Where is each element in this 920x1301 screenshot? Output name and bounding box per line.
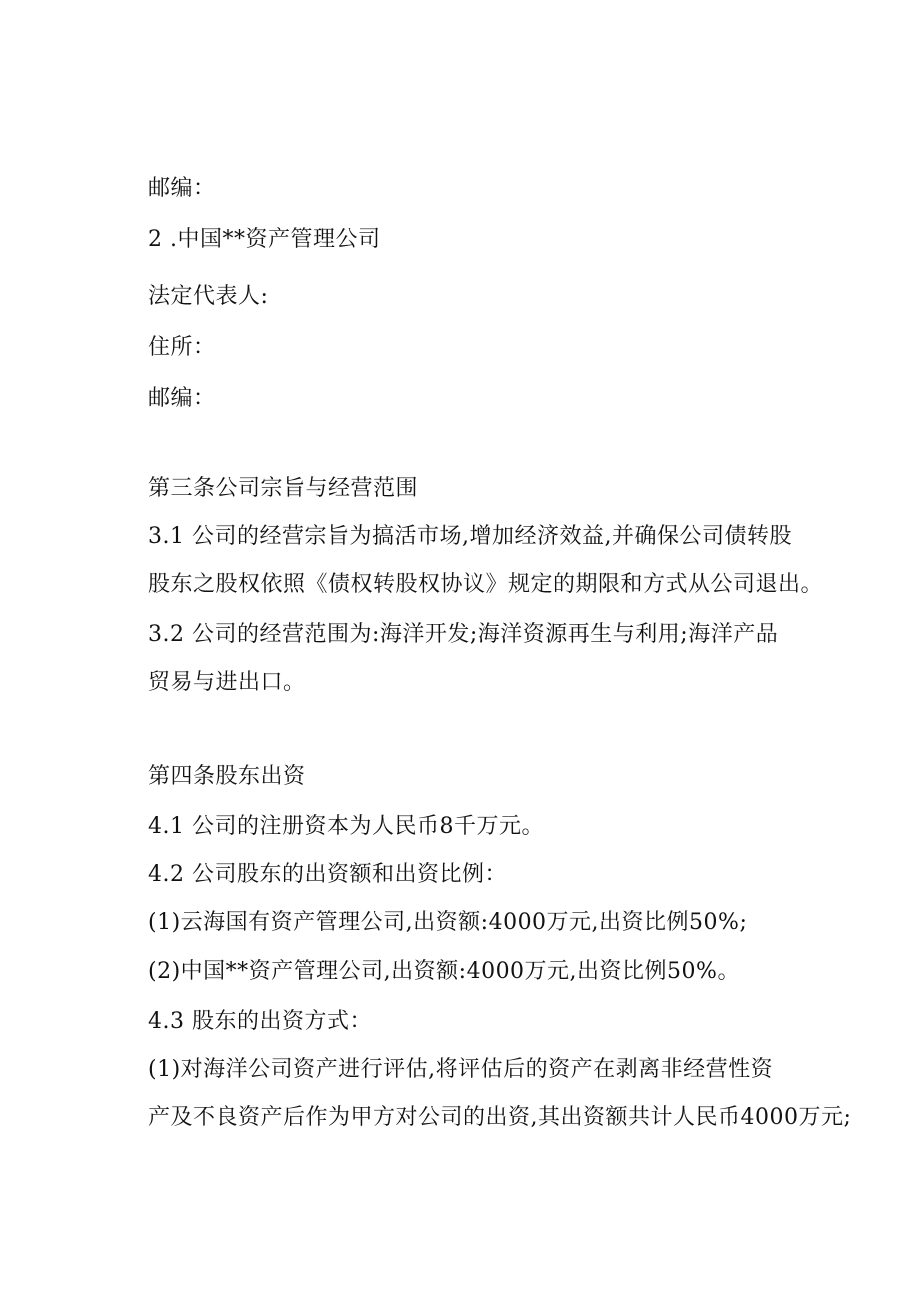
- legal-representative-label: 法定代表人:: [148, 284, 269, 309]
- clause-4-1: 4.1 公司的注册资本为人民币8千万元。: [148, 814, 544, 839]
- method-item-1-line-2: 产及不良资产后作为甲方对公司的出资,其出资额共计人民币4000万元;: [148, 1105, 852, 1130]
- clause-3-1-line-1: 3.1 公司的经营宗旨为搞活市场,增加经济效益,并确保公司债转股: [148, 524, 792, 549]
- method-item-1-line-1: (1)对海洋公司资产进行评估,将评估后的资产在剥离非经营性资: [148, 1057, 774, 1082]
- contribution-item-2: (2)中国**资产管理公司,出资额:4000万元,出资比例50%。: [148, 959, 740, 984]
- article-three-heading: 第三条公司宗旨与经营范围: [148, 476, 419, 501]
- clause-4-2: 4.2 公司股东的出资额和出资比例：: [148, 862, 507, 887]
- postcode-label-2: 邮编：: [148, 386, 216, 411]
- address-label: 住所：: [148, 335, 216, 360]
- party-two-name: 2 .中国**资产管理公司: [148, 227, 381, 252]
- clause-3-1-line-2: 股东之股权依照《债权转股权协议》规定的期限和方式从公司退出。: [148, 572, 824, 597]
- clause-4-3: 4.3 股东的出资方式：: [148, 1009, 372, 1034]
- article-four-heading: 第四条股东出资: [148, 764, 306, 789]
- clause-3-2-line-2: 贸易与进出口。: [148, 670, 306, 695]
- clause-3-2-line-1: 3.2 公司的经营范围为:海洋开发;海洋资源再生与利用;海洋产品: [148, 622, 779, 647]
- contribution-item-1: (1)云海国有资产管理公司,出资额:4000万元,出资比例50%;: [148, 910, 748, 935]
- postcode-label-1: 邮编：: [148, 176, 216, 201]
